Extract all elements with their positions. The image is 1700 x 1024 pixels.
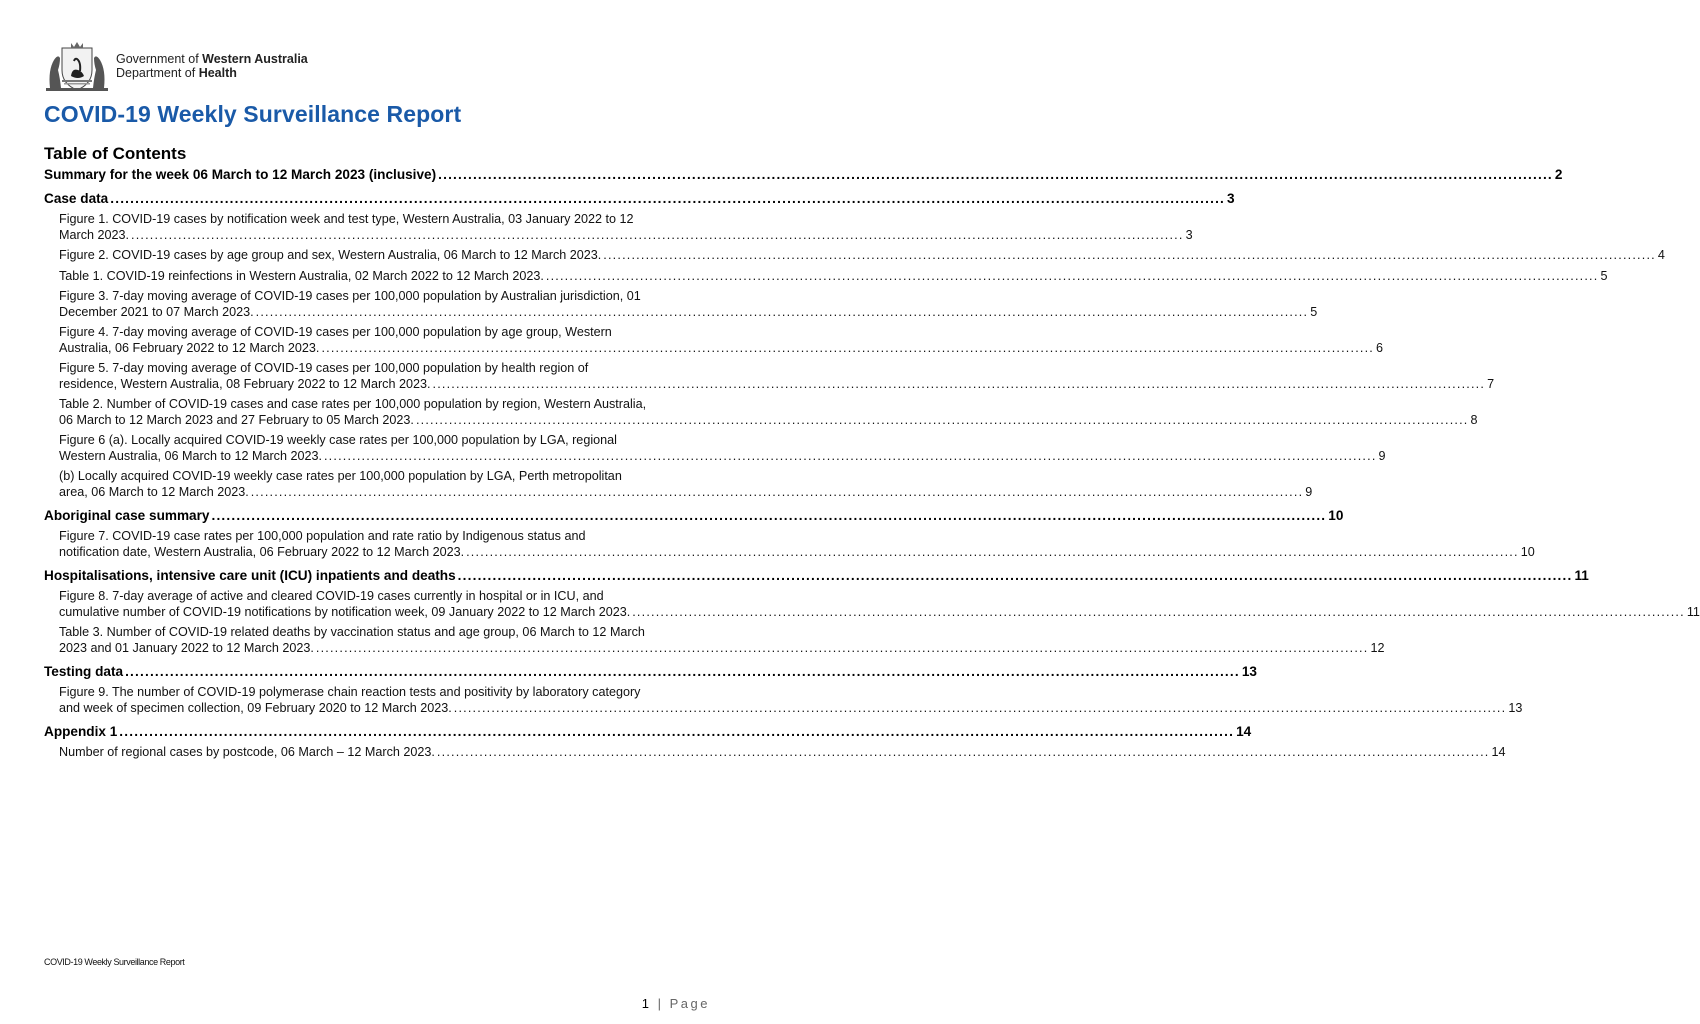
toc-item-entry[interactable] (44, 289, 1318, 320)
toc-section-entry[interactable] (44, 723, 1252, 740)
toc-page-number: 11 (1686, 604, 1700, 619)
toc-entry-text: Testing data (44, 664, 124, 679)
dot-leader (416, 413, 1469, 429)
toc-entry-last-line (59, 268, 1608, 285)
org-line1-prefix: Government of (116, 52, 203, 66)
dot-leader (256, 305, 1309, 321)
dot-leader (324, 449, 1377, 465)
dot-leader (433, 377, 1486, 393)
toc-item-entry[interactable] (44, 433, 1386, 464)
organisation-name (116, 52, 308, 80)
toc-entry-last-line (44, 507, 1344, 524)
toc-entry-text: Table 1. COVID-19 reinfections in Western Australia, 02 March 2022 to 12 March 2023. (59, 268, 544, 283)
org-line2-bold: Health (198, 66, 237, 80)
toc-entry-text: and week of specimen collection, 09 February 2020 to 12 March 2023. (59, 700, 452, 715)
toc-entry-text: 2023 and 01 January 2022 to 12 March 2023. (59, 640, 314, 655)
toc-page-number: 5 (1600, 268, 1608, 283)
toc-entry-last-line (59, 227, 1193, 244)
toc-entry-last-line (59, 640, 1385, 657)
org-line2-prefix: Department of (116, 66, 199, 80)
toc-entry-text: (b) Locally acquired COVID-19 weekly case rates per 100,000 population by LGA, Perth metropolitan (59, 469, 622, 483)
toc-item-entry[interactable] (44, 212, 1193, 243)
toc-entry-text: Figure 4. 7-day moving average of COVID-19 cases per 100,000 population by age group, Western (59, 325, 612, 339)
toc-section-entry[interactable] (44, 507, 1344, 524)
toc-section-entry[interactable] (44, 190, 1235, 207)
toc-page-number: 10 (1520, 544, 1535, 559)
toc-page-number: 14 (1491, 745, 1506, 759)
toc-entry-text: cumulative number of COVID-19 notifications by notification week, 09 January 2022 to 12 March 2023. (59, 604, 631, 619)
toc-item-entry[interactable] (44, 745, 1506, 761)
toc-page-number: 7 (1487, 376, 1495, 391)
toc-entry-last-line (44, 567, 1589, 584)
toc-item-entry[interactable] (44, 325, 1384, 356)
toc-entry-text: Figure 6 (a). Locally acquired COVID-19 weekly case rates per 100,000 population by LGA, regional (59, 433, 617, 447)
toc-entry-text: residence, Western Australia, 08 February 2022 to 12 March 2023. (59, 376, 431, 391)
dot-leader (321, 341, 1374, 357)
toc-entry-text: 06 March to 12 March 2023 and 27 February to 05 March 2023. (59, 412, 414, 427)
toc-entry-last-line (44, 663, 1257, 680)
toc-item-entry[interactable] (44, 469, 1313, 500)
toc-page-number: 12 (1370, 640, 1385, 655)
toc-entry-text: Number of regional cases by postcode, 06 March – 12 March 2023. (59, 745, 435, 759)
toc-page-number: 13 (1508, 700, 1523, 715)
toc-entry-last-line (59, 544, 1535, 561)
toc-heading: Table of Contents (44, 144, 187, 163)
toc-page-number: 9 (1378, 448, 1386, 463)
toc-page-number: 5 (1310, 304, 1318, 319)
toc-entry-text: Figure 1. COVID-19 cases by notification week and test type, Western Australia, 03 January 2022 to 12 (59, 212, 634, 226)
toc-entry-text: Hospitalisations, intensive care unit (ICU) inpatients and deaths (44, 568, 456, 583)
dot-leader (603, 248, 1656, 264)
toc-item-entry[interactable] (44, 248, 1665, 264)
dot-leader (454, 701, 1507, 717)
toc-page-number: 3 (1185, 227, 1193, 242)
toc-page-number: 2 (1554, 167, 1563, 182)
toc-entry-last-line (59, 376, 1495, 393)
toc-page-number: 8 (1470, 412, 1478, 427)
toc-entry-text: Australia, 06 February 2022 to 12 March 2023. (59, 340, 320, 355)
toc-entry-last-line (59, 700, 1523, 717)
toc-item-entry[interactable] (44, 685, 1523, 716)
toc-entry-text: March 2023. (59, 227, 130, 242)
toc-entry-text: area, 06 March to 12 March 2023. (59, 484, 249, 499)
dot-leader (438, 166, 1553, 183)
dot-leader (131, 228, 1184, 244)
dot-leader (125, 663, 1240, 680)
toc-entry-text: Table 2. Number of COVID-19 cases and case rates per 100,000 population by region, Western Australia, (59, 397, 647, 411)
dot-leader (211, 507, 1326, 524)
toc-entry-last-line (59, 484, 1313, 501)
toc-item-entry[interactable] (44, 625, 1385, 656)
toc-entry-text: Case data (44, 191, 109, 206)
footer-page-number: 1 (641, 996, 652, 1011)
toc-entry-text: Figure 5. 7-day moving average of COVID-19 cases per 100,000 population by health region of (59, 361, 589, 375)
footer-page-separator: | (651, 996, 670, 1011)
toc-page-number: 14 (1236, 724, 1252, 739)
toc-entry-last-line (44, 166, 1563, 183)
dot-leader (251, 485, 1304, 501)
footer-report-name: COVID-19 Weekly Surveillance Report (44, 957, 185, 967)
org-line1-bold: Western Australia (202, 52, 308, 66)
toc-item-entry[interactable] (44, 361, 1495, 392)
toc-entry-last-line (59, 412, 1478, 429)
toc-entry-text: notification date, Western Australia, 06 February 2022 to 12 March 2023. (59, 544, 465, 559)
toc-entry-last-line (44, 190, 1235, 207)
wa-crest-icon (44, 40, 110, 92)
toc-section-entry[interactable] (44, 567, 1589, 584)
toc-item-entry[interactable] (44, 268, 1608, 285)
toc-item-entry[interactable] (44, 397, 1478, 428)
toc-entry-text: Western Australia, 06 March to 12 March 2023. (59, 448, 322, 463)
toc-item-entry[interactable] (44, 529, 1535, 560)
toc-item-entry[interactable] (44, 589, 1700, 620)
header-logo (44, 40, 308, 92)
toc-entry-text: Appendix 1 (44, 724, 118, 739)
toc-entry-text: Figure 2. COVID-19 cases by age group and sex, Western Australia, 06 March to 12 March 2023. (59, 248, 602, 262)
toc-page-number: 9 (1305, 484, 1313, 499)
toc-entry-last-line (59, 448, 1386, 465)
toc-entry-text: Figure 7. COVID-19 case rates per 100,000 population and rate ratio by Indigenous status and (59, 529, 586, 543)
toc-section-entry[interactable] (44, 663, 1257, 680)
toc-entry-last-line (59, 304, 1318, 321)
toc-page-number: 10 (1328, 508, 1344, 523)
dot-leader (466, 545, 1519, 561)
dot-leader (110, 190, 1225, 207)
toc-page-number: 3 (1227, 191, 1235, 206)
toc-page-number: 11 (1574, 568, 1589, 583)
toc-entry-text: Figure 8. 7-day average of active and cleared COVID-19 cases currently in hospital or in ICU, and (59, 589, 604, 603)
toc-entry-text: Figure 3. 7-day moving average of COVID-19 cases per 100,000 population by Australian jurisdiction, 01 (59, 289, 641, 303)
toc-page-number: 13 (1241, 664, 1257, 679)
dot-leader (632, 605, 1685, 621)
dot-leader (546, 269, 1599, 285)
footer-page-indicator (642, 996, 710, 1011)
toc-entry-last-line (59, 745, 1506, 761)
dot-leader (316, 641, 1369, 657)
table-of-contents (44, 166, 1700, 761)
dot-leader (437, 745, 1490, 761)
footer-page-word: Page (669, 996, 710, 1011)
dot-leader (458, 567, 1573, 584)
toc-entry-text: December 2021 to 07 March 2023. (59, 304, 254, 319)
toc-page-number: 6 (1376, 340, 1384, 355)
toc-entry-text: Table 3. Number of COVID-19 related deaths by vaccination status and age group, 06 March to 12 March (59, 625, 645, 639)
toc-entry-last-line (59, 604, 1700, 621)
toc-section-entry[interactable] (44, 166, 1563, 183)
toc-entry-text: Aboriginal case summary (44, 508, 210, 523)
toc-entry-text: Figure 9. The number of COVID-19 polymerase chain reaction tests and positivity by laboratory category (59, 685, 641, 699)
toc-entry-last-line (59, 340, 1384, 357)
toc-entry-text: Summary for the week 06 March to 12 March 2023 (inclusive) (44, 167, 437, 182)
report-title: COVID-19 Weekly Surveillance Report (44, 101, 462, 127)
toc-entry-last-line (59, 248, 1665, 264)
toc-page-number: 4 (1657, 248, 1665, 262)
dot-leader (119, 723, 1234, 740)
toc-entry-last-line (44, 723, 1252, 740)
